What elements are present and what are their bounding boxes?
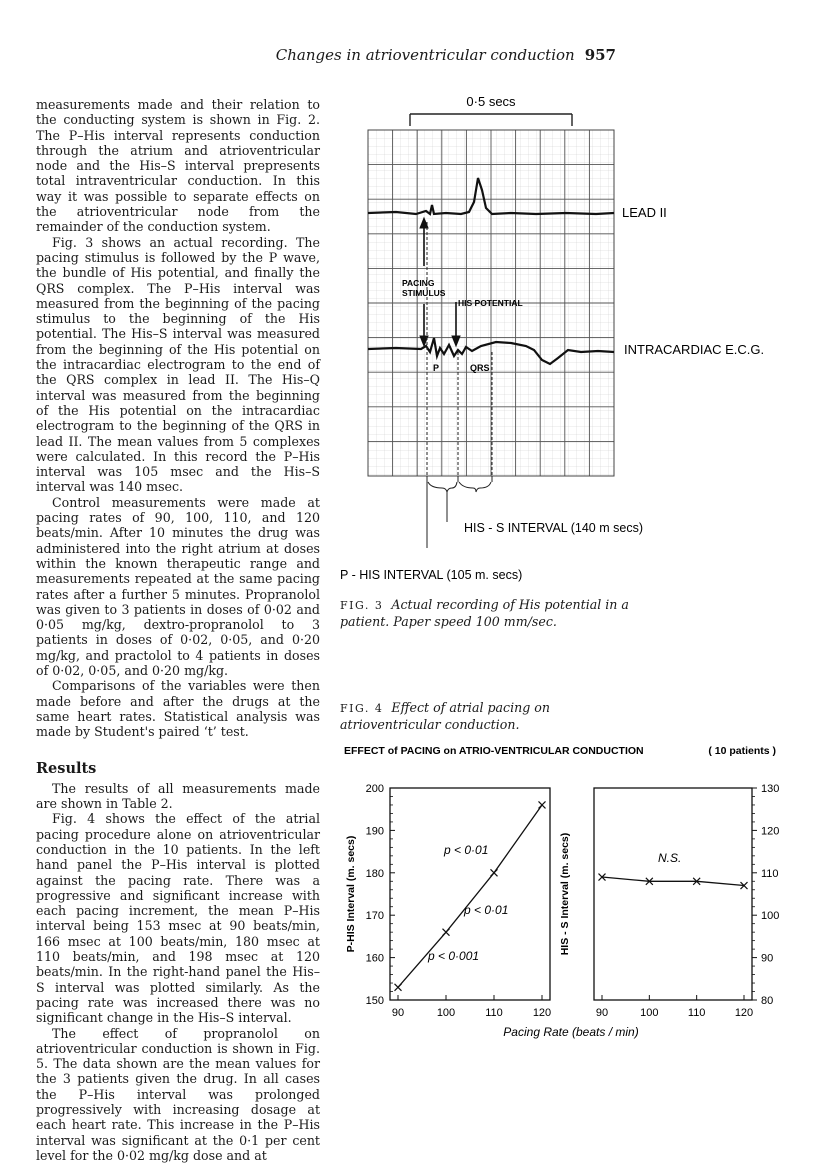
y-tick-label: 200 — [365, 783, 384, 795]
ns-annotation: N.S. — [658, 851, 682, 865]
stimulus-label: STIMULUS — [402, 288, 446, 298]
p-value-annotation: p < 0·001 — [428, 949, 480, 963]
data-point — [491, 869, 498, 876]
p-his-interval-label: P - HIS INTERVAL (105 m. secs) — [340, 568, 523, 582]
x-tick-label: 100 — [640, 1007, 659, 1019]
p-value-annotation: p < 0·01 — [464, 903, 509, 917]
left-column — [36, 97, 320, 1163]
y-tick-label: 90 — [761, 952, 774, 965]
fig4-caption-label: FIG. 4 — [340, 702, 384, 715]
paragraph: Fig. 4 shows the effect of the atrial pacing procedure alone on atrioventricular conduction in the 10 patients. In the left hand panel the P–His interval is plotted against the pacing rate. There was a progressive and significant increase with each pacing increment, the mean P–His interval being 153 msec at 90 beats/min, 166 msec at 100 beats/min, 180 msec at 110 beats/min, and 198 msec at 120 beats/min. In the right-hand panel the His–S interval was plotted similarly. As the pacing rate was increased there was no significant change in the His–S interval. — [36, 811, 320, 1026]
his-s-interval-label: HIS - S INTERVAL (140 m secs) — [464, 521, 643, 535]
y-tick-label: 180 — [365, 867, 384, 880]
x-tick-label: 110 — [485, 1007, 503, 1019]
fig4-caption — [340, 700, 590, 733]
fig4-caption-text: Effect of atrial pacing on atrioventricular conduction. — [340, 700, 550, 732]
y-axis-label: P-HIS Interval (m. secs) — [345, 835, 357, 953]
x-tick-label: 90 — [391, 1007, 405, 1019]
fig3-caption-label: FIG. 3 — [340, 599, 384, 612]
page-number: 957 — [584, 46, 616, 64]
y-tick-label: 110 — [761, 867, 779, 880]
x-tick-label: 90 — [595, 1007, 609, 1019]
y-tick-label: 190 — [365, 825, 384, 838]
interval-brackets — [427, 476, 492, 548]
running-header — [276, 46, 616, 64]
paragraph: Comparisons of the variables were then made before and after the drugs at the same heart rates. Statistical analysis was made by Student's paired ‘t’ test. — [36, 678, 320, 740]
chart-title: EFFECT of PACING on ATRIO-VENTRICULAR CONDUCTION — [344, 745, 644, 757]
x-tick-label: 120 — [532, 1007, 552, 1019]
y-tick-label: 160 — [365, 952, 384, 965]
his-potential-label: HIS POTENTIAL — [458, 298, 523, 308]
chart-subtitle: ( 10 patients ) — [708, 745, 776, 757]
scale-label: 0·5 secs — [466, 94, 516, 109]
data-point — [443, 929, 450, 936]
y-tick-label: 80 — [761, 995, 774, 1007]
y-tick-label: 170 — [365, 910, 384, 923]
x-tick-label: 120 — [734, 1007, 754, 1019]
intracardiac-label: INTRACARDIAC E.C.G. — [624, 342, 765, 357]
p-wave-label: P — [433, 363, 440, 373]
p-value-annotation: p < 0·01 — [444, 843, 489, 857]
scale-bar — [410, 94, 572, 126]
x-tick-label: 100 — [436, 1007, 456, 1019]
fig3-recording — [336, 90, 806, 590]
data-point — [395, 984, 402, 991]
y-axis-label: HIS - S Interval (m. secs) — [559, 832, 571, 956]
paragraph: The results of all measurements made are shown in Table 2. — [36, 780, 320, 812]
fig4-chart — [336, 736, 806, 1066]
paragraph: The effect of propranolol on atrioventricular conduction is shown in Fig. 5. The data shown are the mean values for the 3 patients given the drug. In all cases the P–His interval was prolonged progressively with increasing dosage at each heart rate. This increase in the P–His interval was significant at the 0·1 per cent level for the 0·02 mg/kg dose and at — [36, 1025, 320, 1163]
running-title: Changes in atrioventricular conduction — [275, 46, 575, 64]
y-tick-label: 100 — [761, 910, 780, 923]
section-heading: Results — [36, 760, 97, 778]
y-tick-label: 150 — [365, 995, 384, 1007]
fig3-caption-text: Actual recording of His potential in a patient. Paper speed 100 mm/sec. — [340, 597, 629, 629]
qrs-label: QRS — [470, 363, 490, 373]
paragraph: measurements made and their relation to the conducting system is shown in Fig. 2. The P–His interval represents conduction through the atrium and atrioventricular node and the His–S interval prepresents total intraventricular conduction. In this way it was possible to separate effects on the atrioventricular node from the remainder of the conduction system. — [36, 97, 320, 235]
lead-ii-label: LEAD II — [622, 205, 667, 220]
x-tick-label: 110 — [687, 1007, 706, 1019]
paragraph: Fig. 3 shows an actual recording. The pacing stimulus is followed by the P wave, the bundle of His potential, and finally the QRS complex. The P–His interval was measured from the beginning of the pacing stimulus to the beginning of the His potential. The His–S interval was measured from the beginning of the His potential on the intracardiac electrogram to the end of the QRS complex in lead II. The His–Q interval was measured from the beginning of the His potential on the intracardiac electrogram to the beginning of the QRS in lead II. The mean values from 5 complexes were calculated. In this record the P–His interval was 105 msec and the His–S interval was 140 msec. — [36, 234, 320, 495]
pacing-label: PACING — [402, 278, 435, 288]
x-axis-label: Pacing Rate (beats / min) — [503, 1025, 639, 1039]
paragraph: Control measurements were made at pacing rates of 90, 100, 110, and 120 beats/min. After 10 minutes the drug was administered into the right atrium at doses within the known therapeutic range and measurements repeated at the same pacing rates after a further 5 minutes. Propranolol was given to 3 patients in doses of 0·02 and 0·05 mg/kg, dextro-propranolol to 3 patients in doses of 0·02, 0·05, and 0·20 mg/kg, and practolol to 4 patients in doses of 0·02, 0·05, and 0·20 mg/kg. — [36, 494, 320, 678]
panel-frame — [594, 788, 752, 1000]
data-point — [539, 801, 546, 808]
y-tick-label: 120 — [761, 825, 780, 838]
series-line — [602, 877, 744, 886]
fig3-caption — [340, 597, 630, 630]
y-tick-label: 130 — [761, 783, 780, 795]
